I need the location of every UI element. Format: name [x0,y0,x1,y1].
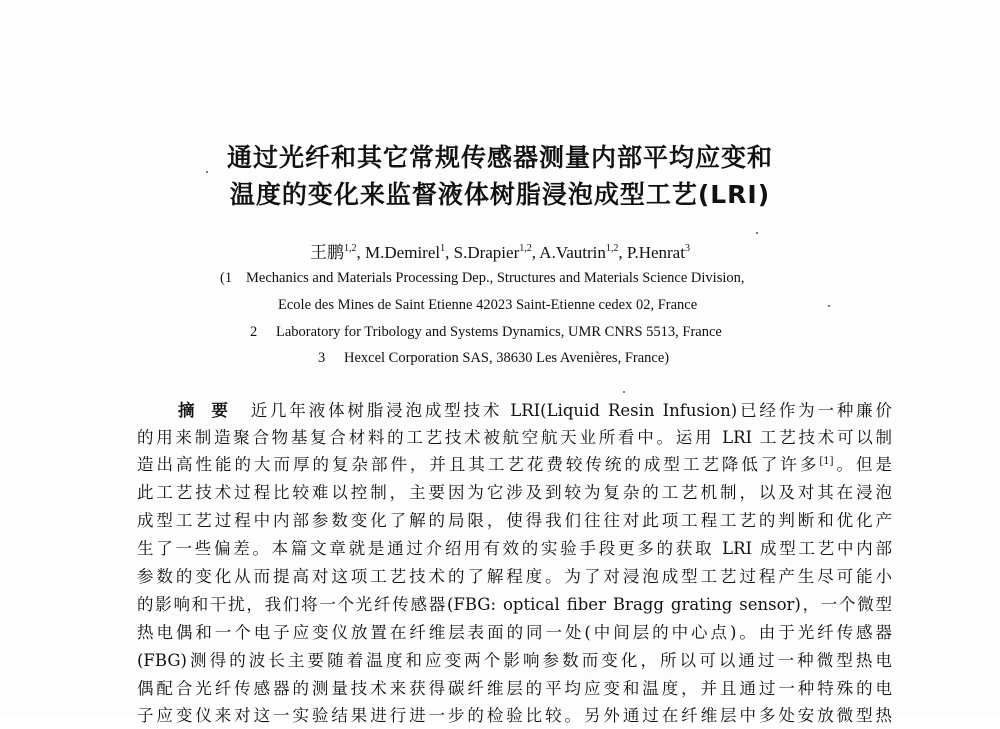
affiliation-2-mark: 2 [250,324,258,340]
affiliation-3-text: Hexcel Corporation SAS, 38630 Les Avenières, France) [344,350,670,366]
affiliation-1 [220,269,745,287]
abstract-line: (FBG)测得的波长主要随着温度和应变两个影响参数而变化，所以可以通过一种微型热电 [137,651,892,670]
scan-speck [756,232,758,234]
abstract-line: 生了一些偏差。本篇文章就是通过介绍用有效的实验手段更多的获取 LRI 成型工艺中内部 [137,539,892,558]
abstract-line: 的用来制造聚合物基复合材料的工艺技术被航空航天业所看中。运用 LRI 工艺技术可以制 [137,428,892,447]
abstract-text: 造出高性能的大而厚的复杂部件，并且其工艺花费较传统的成型工艺降低了许多 [137,455,820,474]
author-separator: , [445,243,454,262]
affiliation-1-text: Mechanics and Materials Processing Dep., Structures and Materials Science Division, [246,270,745,286]
scan-speck [623,391,625,393]
author-affiliation-mark: 1 [440,243,446,254]
author-name: A.Vautrin [539,243,606,262]
author-name: S.Drapier [453,243,520,262]
author-affiliation-mark: 1,2 [519,243,532,254]
abstract-line: 的影响和干扰，我们将一个光纤传感器(FBG: optical fiber Bragg grating sensor)，一个微型 [137,595,892,614]
affiliation-2-text: Laboratory for Tribology and Systems Dynamics, UMR CNRS 5513, France [276,324,722,340]
citation-mark: [1] [819,456,834,467]
abstract-line: 成型工艺过程中内部参数变化了解的局限，使得我们往往对此项工程工艺的判断和优化产 [137,511,892,530]
abstract-text: 。但是 [833,455,893,474]
affiliation-1-line-2: Ecole des Mines de Saint Etienne 42023 Saint-Etienne cedex 02, France [278,297,698,313]
abstract-line [178,398,892,424]
abstract-line: 偶配合光纤传感器的测量技术来获得碳纤维层的平均应变和温度，并且通过一种特殊的电 [137,679,892,698]
abstract-label: 摘要 [178,401,245,420]
abstract-text: 近几年液体树脂浸泡成型技术 LRI(Liquid Resin Infusion)已经作为一种廉价 [250,401,893,420]
author-separator: , [356,243,366,262]
paper-title-line-1: 通过光纤和其它常规传感器测量内部平均应变和 [226,143,773,172]
abstract-line [137,452,892,478]
affiliation-1-mark: (1 [220,270,233,286]
abstract-line: 热电偶和一个电子应变仪放置在纤维层表面的同一处(中间层的中心点)。由于光纤传感器 [137,623,892,642]
scan-speck [206,171,208,173]
abstract-line: 子应变仪来对这一实验结果进行进一步的检验比较。另外通过在纤维层中多处安放微型热 [137,706,892,725]
scan-speck [828,305,830,307]
abstract-line: 此工艺技术过程比较难以控制，主要因为它涉及到较为复杂的工艺机制，以及对其在浸泡 [137,483,892,502]
affiliation-2 [250,323,722,341]
abstract-line: 参数的变化从而提高对这项工艺技术的了解程度。为了对浸泡成型工艺过程产生尽可能小 [137,567,892,586]
author-name: 王鹏 [310,243,345,262]
author-affiliation-mark: 1,2 [605,243,619,254]
author-name: M.Demirel [365,243,441,262]
author-name: P.Henrat [626,243,685,262]
author-affiliation-mark: 3 [684,243,690,254]
affiliation-3 [318,349,669,367]
affiliation-3-mark: 3 [318,350,326,366]
author-list [150,238,850,263]
author-separator: , [531,243,540,262]
paper-title-line-2: 温度的变化来监督液体树脂浸泡成型工艺(LRI) [229,180,771,209]
author-separator: , [618,243,627,262]
author-affiliation-mark: 1,2 [344,243,357,254]
